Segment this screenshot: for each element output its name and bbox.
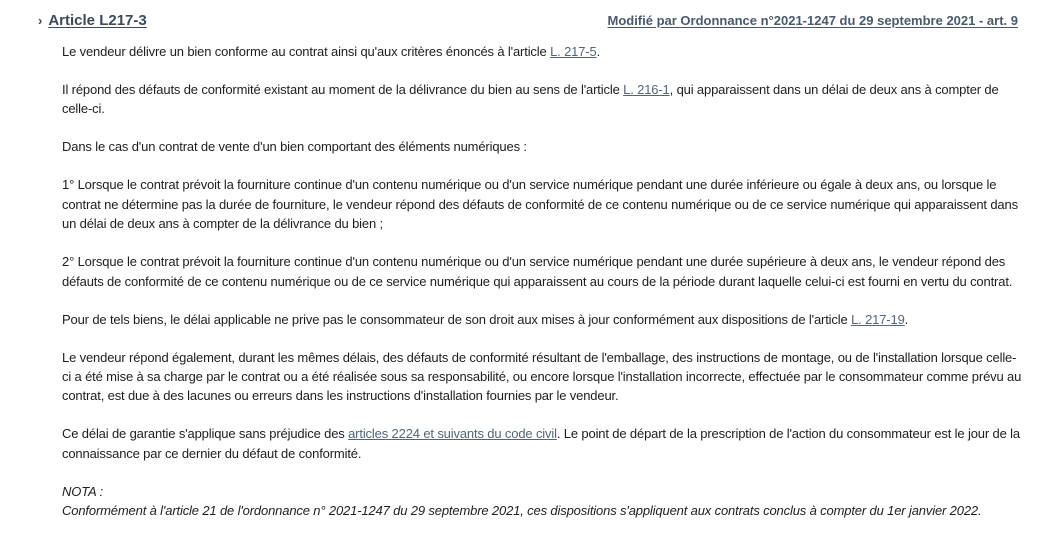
modification-link[interactable]: Modifié par Ordonnance n°2021-1247 du 29 septembre 2021 - art. 9	[607, 12, 1018, 28]
article-title-link[interactable]: Article L217-3	[48, 11, 147, 29]
paragraph-3: Dans le cas d'un contrat de vente d'un bien comportant des éléments numériques :	[62, 139, 527, 155]
link-l217-5[interactable]: L. 217-5	[550, 44, 597, 59]
link-l217-19[interactable]: L. 217-19	[851, 311, 905, 327]
link-l216-1[interactable]: L. 216-1	[623, 82, 670, 97]
paragraph-6: Pour de tels biens, le délai applicable ne prive pas le consommateur de son droit aux mises à jour conformément aux dispositions de l'article L. 217-19.	[62, 311, 909, 327]
article-title-wrapper[interactable]	[38, 12, 147, 29]
chevron-right-icon[interactable]: ›	[38, 12, 43, 28]
link-code-civil[interactable]: articles 2224 et suivants du code civil	[348, 426, 557, 442]
article-header	[38, 8, 1018, 32]
nota-text: Conformément à l'article 21 de l'ordonnance n° 2021-1247 du 29 septembre 2021, ces dispositions s'appliquent aux contrats conclus à compter du 1er janvier 2022.	[62, 503, 982, 519]
paragraph-5: 2° Lorsque le contrat prévoit la fourniture continue d'un contenu numérique ou d'un service numérique pendant une durée supérieure à deux ans, le vendeur répond des défauts de conformité de ce contenu numérique ou de ce service numérique qui apparaissent au cours de la période durant laquelle celui-ci est fourni en vertu du contrat.	[62, 254, 1013, 289]
paragraph-4: 1° Lorsque le contrat prévoit la fourniture continue d'un contenu numérique ou d'un service numérique pendant une durée inférieure ou égale à deux ans, ou lorsque le contrat ne détermine pas la durée de fourniture, le vendeur répond des défauts de conformité de ce contenu numérique ou de ce service numérique qui apparaissent dans un délai de deux ans à compter de la délivrance du bien ;	[62, 177, 1018, 232]
paragraph-8: Ce délai de garantie s'applique sans préjudice des articles 2224 et suivants du code civil. Le point de départ de la prescription de l'action du consommateur est le jour de la connaissance par ce dernier du défaut de conformité.	[62, 426, 1020, 461]
nota-label: NOTA :	[62, 483, 103, 499]
nota-block	[62, 482, 1022, 521]
paragraph-7: Le vendeur répond également, durant les mêmes délais, des défauts de conformité résultant de l'emballage, des instructions de montage, ou de l'installation lorsque celle-ci a été mise à sa charge par le contrat ou a été réalisée sous sa responsabilité, ou encore lorsque l'installation incorrecte, effectuée par le consommateur comme prévu au contrat, est due à des lacunes ou erreurs dans les instructions d'installation fournies par le vendeur.	[62, 349, 1022, 404]
paragraph-1: Le vendeur délivre un bien conforme au contrat ainsi qu'aux critères énoncés à l'article L. 217-5.	[62, 44, 601, 59]
paragraph-2: Il répond des défauts de conformité existant au moment de la délivrance du bien au sens de l'article L. 216-1, qui apparaissent dans un délai de deux ans à compter de celle-ci.	[62, 82, 999, 117]
article-body	[62, 42, 1022, 521]
